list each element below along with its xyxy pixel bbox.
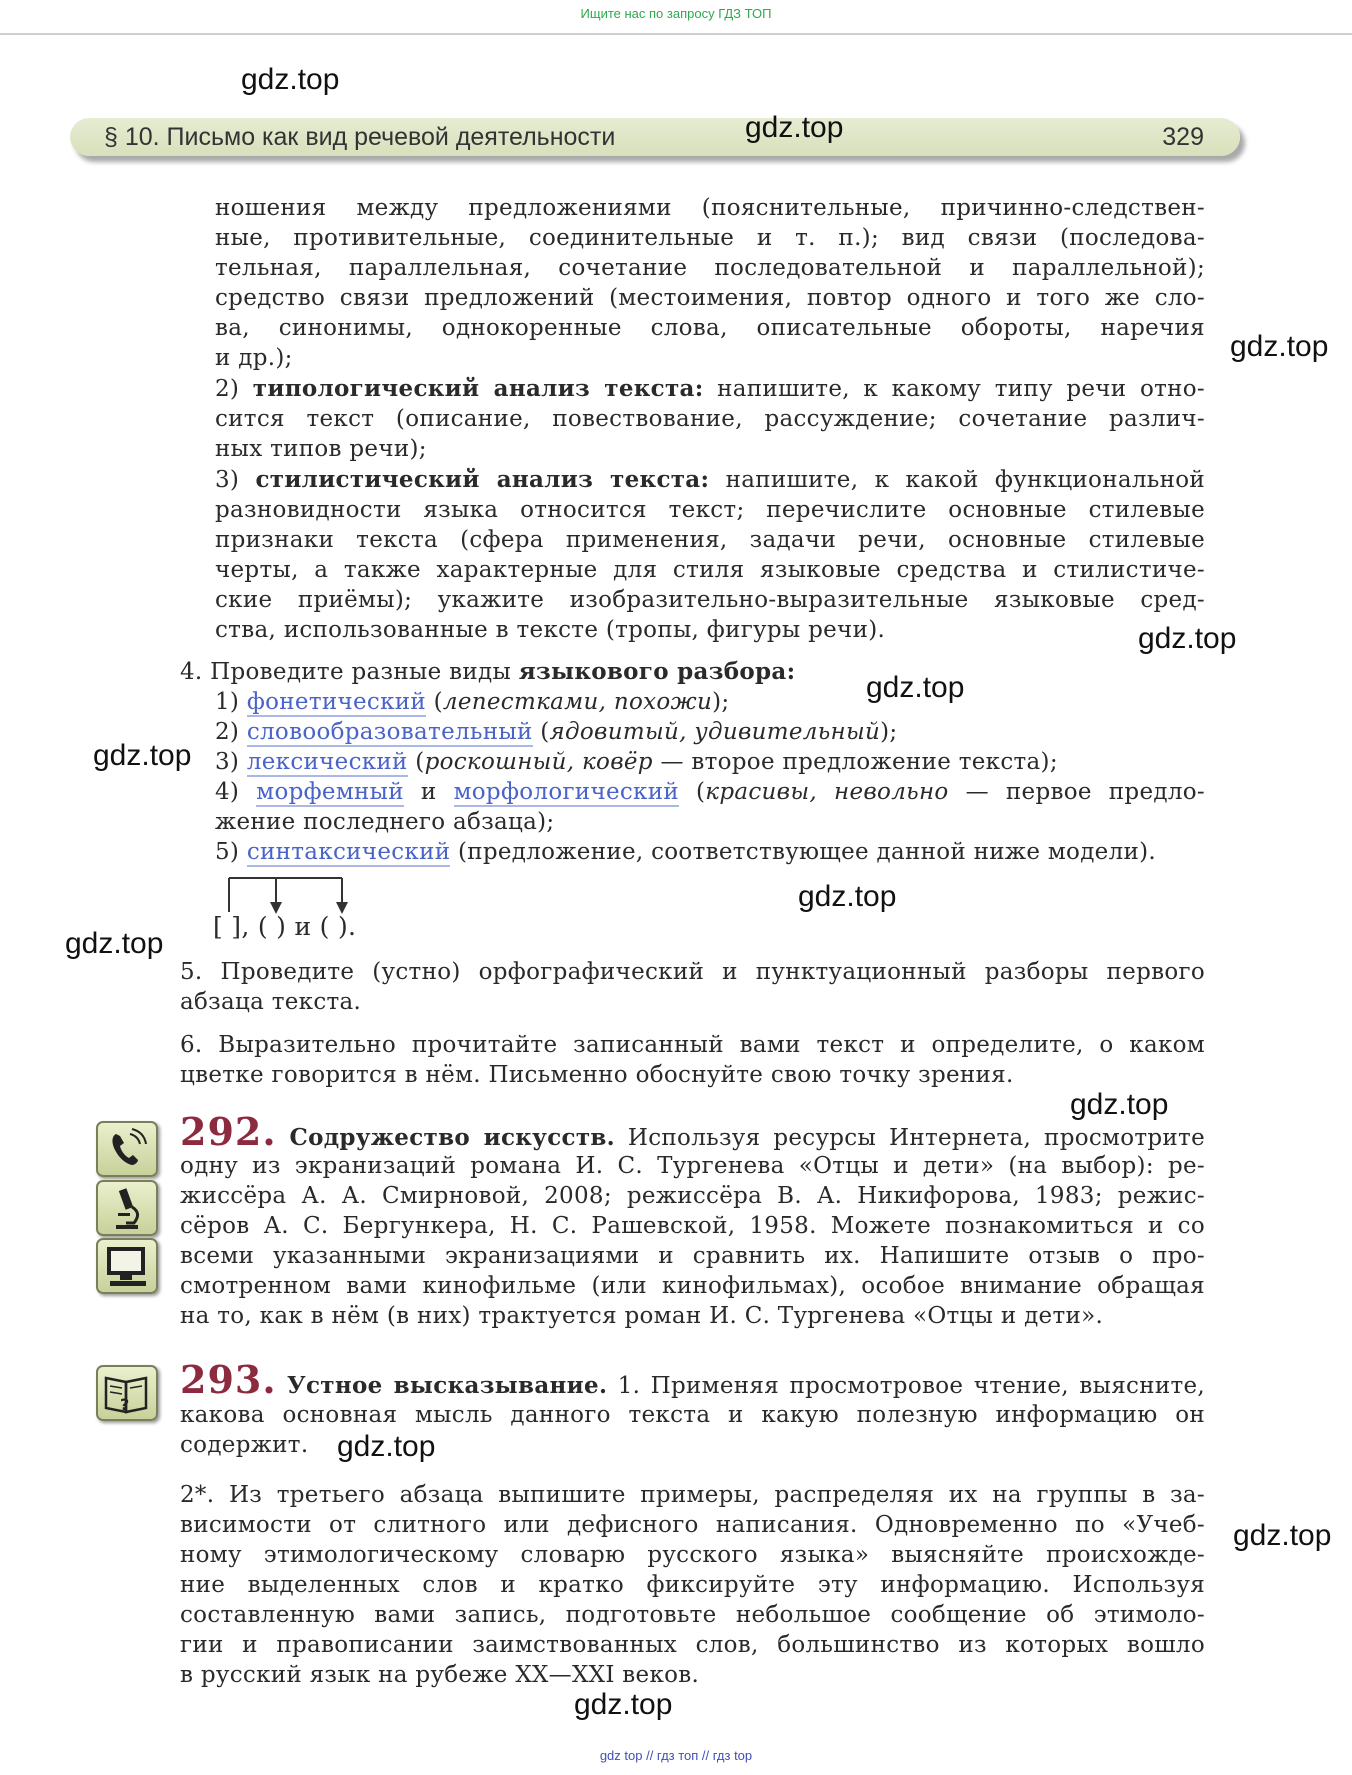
bottom-links[interactable]: gdz top // гдз топ // гдз top [599, 1748, 753, 1763]
text-line: в русский язык на рубеже XX—XXI веков. [180, 1662, 700, 1688]
watermark: gdz.top [866, 671, 965, 704]
text-line: признаки текста (сфера применения, задачи речи, основные стилевые [215, 527, 1205, 553]
task-4-item-1: 1) фонетический (лепестками, похожи); [215, 689, 730, 715]
page-number: 329 [1162, 123, 1204, 151]
sentence-scheme: [ ], ( ) и ( ). [213, 912, 357, 941]
text-line: гии и правописании заимствованных слов, большинство из которых вошло [180, 1632, 1205, 1658]
exercise-293-heading-line: 293. Устное высказывание. 1. Применяя просмотровое чтение, выясните, [180, 1357, 1205, 1402]
task-4-item-2: 2) словообразовательный (ядовитый, удивительный); [215, 719, 898, 745]
text-line: ношения между предложениями (пояснительные, причинно-следствен- [215, 195, 1205, 221]
text-line: тельная, параллельная, сочетание последовательной и параллельной); [215, 255, 1205, 281]
text-line: сёров А. С. Бергункера, Н. С. Рашевской, 1958. Можете познакомиться и со [180, 1213, 1205, 1239]
stylistic-analysis-line: 3) стилистический анализ текста: напишите, к какой функциональной [215, 466, 1205, 493]
watermark: gdz.top [574, 1688, 673, 1721]
word-formation-link[interactable]: словообразовательный [246, 719, 533, 745]
text-line: ства, использованные в тексте (тропы, фигуры речи). [215, 617, 886, 643]
text-line: смотренном вами кинофильме (или кинофильмах), особое внимание обращая [180, 1273, 1205, 1299]
text-line: составленную вами запись, подготовьте небольшое сообщение об этимоло- [180, 1602, 1205, 1628]
chapter-title: § 10. Письмо как вид речевой деятельности [104, 123, 616, 151]
computer-icon [96, 1238, 158, 1294]
watermark: gdz.top [65, 927, 164, 960]
book-question-icon [96, 1365, 158, 1421]
watermark: gdz.top [93, 739, 192, 772]
text-line: ва, синонимы, однокоренные слова, описательные обороты, наречия [215, 315, 1205, 341]
text-line: 6. Выразительно прочитайте записанный вами текст и определите, о каком [180, 1032, 1205, 1058]
text-line: сится текст (описание, повествование, рассуждение; сочетание различ- [215, 406, 1205, 432]
text-line: абзаца текста. [180, 989, 362, 1015]
top-banner [0, 0, 1352, 35]
chapter-header [70, 118, 1240, 156]
svg-text:?: ? [120, 1395, 130, 1414]
microscope-icon [96, 1180, 158, 1236]
text-line: и др.); [215, 345, 293, 371]
watermark: gdz.top [1233, 1519, 1332, 1552]
text-line: ские приёмы); укажите изобразительно-выразительные языковые сред- [215, 587, 1205, 613]
text-line: средство связи предложений (местоимения, повтор одного и того же сло- [215, 285, 1205, 311]
task-4-item-3: 3) лексический (роскошный, ковёр — второе предложение текста); [215, 749, 1058, 775]
text-line: какова основная мысль данного текста и какую полезную информацию он [180, 1402, 1205, 1428]
text-line: жиссёра А. А. Смирновой, 2008; режиссёра В. А. Никифорова, 1983; режис- [180, 1183, 1205, 1209]
morphological-link[interactable]: морфологический [453, 779, 679, 805]
text-line: висимости от слитного или дефисного написания. Одновременно по «Учеб- [180, 1512, 1205, 1538]
typological-analysis-line: 2) типологический анализ текста: напишите, к какому типу речи отно- [215, 375, 1205, 402]
text-line: ному этимологическому словарю русского языка» выясняйте происхожде- [180, 1542, 1205, 1568]
exercise-number: 293. [180, 1357, 277, 1402]
top-banner-text: Ищите нас по запросу ГДЗ ТОП [580, 6, 772, 21]
text-line: содержит. [180, 1432, 309, 1458]
watermark: gdz.top [798, 880, 897, 913]
lexical-link[interactable]: лексический [246, 749, 408, 775]
text-line: разновидности языка относится текст; перечислите основные стилевые [215, 497, 1205, 523]
text-line: всеми указанными экранизациями и сравнить их. Напишите отзыв о про- [180, 1243, 1205, 1269]
exercise-292-heading-line: 292. Содружество искусств. Используя ресурсы Интернета, просмотрите [180, 1109, 1205, 1154]
text-line: жение последнего абзаца); [215, 809, 555, 835]
text-line: черты, а также характерные для стиля языковые средства и стилистиче- [215, 557, 1205, 583]
watermark: gdz.top [745, 111, 844, 144]
watermark: gdz.top [1070, 1088, 1169, 1121]
text-line: на то, как в нём (в них) трактуется роман И. С. Тургенева «Отцы и дети». [180, 1303, 1104, 1329]
watermark: gdz.top [1138, 622, 1237, 655]
exercise-number: 292. [180, 1109, 277, 1154]
text-line: ные, противительные, соединительные и т. п.); вид связи (последова- [215, 225, 1205, 251]
task-4-item-5: 5) синтаксический (предложение, соответствующее данной ниже модели). [215, 839, 1156, 865]
phone-icon [96, 1121, 158, 1177]
text-line: цветке говорится в нём. Письменно обоснуйте свою точку зрения. [180, 1062, 1014, 1088]
task-4-lead: 4. Проведите разные виды языкового разбора: [180, 658, 796, 685]
phonetic-link[interactable]: фонетический [246, 689, 427, 715]
text-line: ние выделенных слов и кратко фиксируйте эту информацию. Используя [180, 1572, 1205, 1598]
syntactic-link[interactable]: синтаксический [246, 839, 451, 865]
task-4-item-4: 4) морфемный и морфологический (красивы, невольно — первое предло- [215, 779, 1205, 805]
watermark: gdz.top [1230, 330, 1329, 363]
text-line: 2*. Из третьего абзаца выпишите примеры, распределяя их на группы в за- [180, 1482, 1205, 1508]
watermark: gdz.top [241, 63, 340, 96]
text-line: ных типов речи); [215, 436, 427, 462]
text-line: одну из экранизаций романа И. С. Тургенева «Отцы и дети» (на выбор): ре- [180, 1153, 1205, 1179]
text-line: 5. Проведите (устно) орфографический и пунктуационный разборы первого [180, 959, 1205, 985]
watermark: gdz.top [337, 1430, 436, 1463]
morphemic-link[interactable]: морфемный [256, 779, 404, 805]
